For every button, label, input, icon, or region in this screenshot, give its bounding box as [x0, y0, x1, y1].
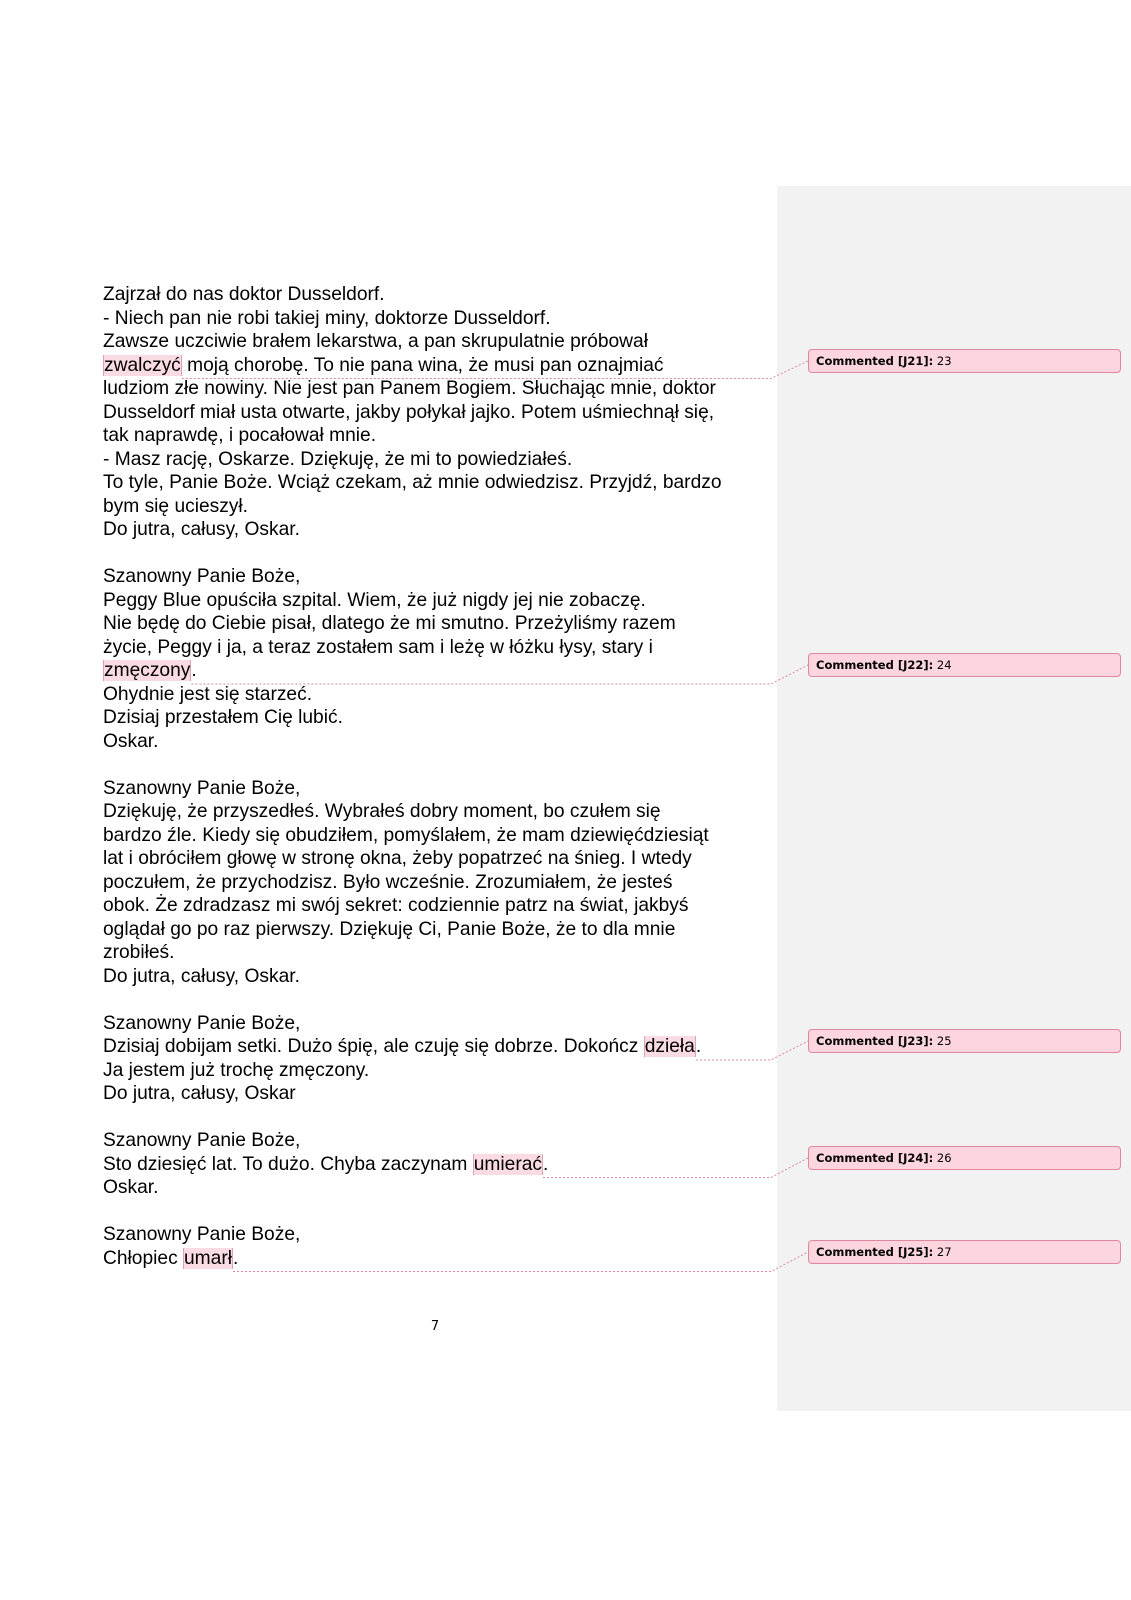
comment-bubble[interactable]	[808, 1146, 1121, 1170]
text-line	[103, 612, 676, 636]
text-segment: zrobiłeś.	[103, 942, 175, 963]
comment-text: 23	[933, 354, 952, 368]
text-line	[103, 965, 300, 989]
text-segment: poczułem, że przychodzisz. Było wcześnie. Zrozumiałem, że jesteś	[103, 871, 673, 893]
text-segment: Dziękuję, że przyszedłeś. Wybrałeś dobry moment, bo czułem się	[103, 801, 661, 822]
comment-bubble[interactable]	[808, 349, 1121, 373]
text-segment: Szanowny Panie Boże,	[103, 1224, 301, 1245]
text-line	[103, 283, 385, 307]
text-line	[103, 424, 376, 448]
commented-text: zwalczyć	[104, 354, 181, 376]
text-line	[103, 518, 300, 542]
text-line	[103, 1153, 548, 1177]
page-number: 7	[430, 1319, 440, 1334]
text-segment: Do jutra, całusy, Oskar.	[103, 965, 300, 987]
text-line	[103, 448, 572, 472]
text-line	[103, 1012, 300, 1036]
text-segment: Sto dziesięć lat. To dużo. Chyba zaczynam	[103, 1153, 473, 1175]
comment-connector	[191, 665, 808, 684]
text-line	[103, 636, 653, 660]
text-line	[103, 1059, 369, 1083]
text-segment: Szanowny Panie Boże,	[103, 1012, 301, 1034]
text-line	[103, 565, 300, 589]
comment-text: 25	[933, 1034, 952, 1048]
text-line	[103, 401, 714, 425]
text-segment: Ja jestem już trochę zmęczony.	[103, 1059, 370, 1081]
text-segment: .	[542, 1153, 549, 1175]
comment-connector	[233, 1252, 808, 1272]
text-line	[103, 824, 709, 848]
comment-text: 24	[933, 658, 952, 672]
text-line	[103, 941, 174, 965]
text-segment: .	[232, 1247, 239, 1269]
text-segment: Dusseldorf miał usta otwarte, jakby połykał jajko. Potem uśmiechnął się,	[103, 401, 715, 423]
text-segment: Do jutra, całusy, Oskar.	[103, 519, 300, 540]
text-line	[103, 354, 664, 378]
text-line	[103, 1129, 300, 1153]
text-segment: Dzisiaj przestałem Cię lubić.	[103, 707, 343, 728]
text-segment: lat i obróciłem głowę w stronę okna, żeby popatrzeć na śnieg. I wtedy	[103, 848, 692, 869]
text-line	[103, 1223, 300, 1247]
text-segment: Ohydnie jest się starzeć.	[103, 683, 313, 705]
text-segment: Chłopiec	[103, 1247, 183, 1269]
text-segment: Do jutra, całusy, Oskar	[103, 1083, 296, 1104]
text-line	[103, 1176, 158, 1200]
commented-text: umarł	[184, 1247, 232, 1269]
text-segment: tak naprawdę, i pocałował mnie.	[103, 425, 377, 446]
text-segment: .	[191, 660, 197, 681]
text-line	[103, 659, 197, 683]
comment-text: 27	[933, 1245, 952, 1259]
commented-text: umierać	[473, 1153, 542, 1175]
commented-text: zmęczony	[104, 660, 191, 681]
text-line	[103, 307, 551, 331]
text-segment: Nie będę do Ciebie pisał, dlatego że mi smutno. Przeżyliśmy razem	[103, 613, 676, 634]
text-line	[103, 847, 692, 871]
text-line	[103, 471, 722, 495]
comment-connector	[543, 1158, 808, 1178]
text-segment: obok. Że zdradzasz mi swój sekret: codziennie patrz na świat, jakbyś	[103, 895, 689, 916]
text-segment: - Masz rację, Oskarze. Dziękuję, że mi to powiedziałeś.	[103, 448, 573, 470]
comment-text: 26	[933, 1151, 952, 1165]
comment-label: Commented [J24]:	[816, 1151, 934, 1165]
text-line	[103, 1035, 701, 1059]
text-line	[103, 871, 672, 895]
text-line	[103, 777, 300, 801]
text-segment: Zawsze uczciwie brałem lekarstwa, a pan skrupulatnie próbował	[103, 331, 648, 352]
text-line	[103, 589, 646, 613]
text-line	[103, 377, 716, 401]
text-segment: Oskar.	[103, 730, 159, 752]
comment-label: Commented [J23]:	[816, 1034, 934, 1048]
text-line	[103, 894, 688, 918]
text-line	[103, 730, 158, 754]
text-segment: życie, Peggy i ja, a teraz zostałem sam i leżę w łóżku łysy, stary i	[103, 636, 653, 658]
text-line	[103, 1247, 238, 1271]
text-segment: ludziom złe nowiny. Nie jest pan Panem Bogiem. Słuchając mnie, doktor	[103, 378, 716, 399]
text-line	[103, 800, 661, 824]
text-line	[103, 330, 648, 354]
text-line	[103, 683, 312, 707]
text-segment: Oskar.	[103, 1177, 159, 1198]
text-segment: Peggy Blue opuściła szpital. Wiem, że już nigdy jej nie zobaczę.	[103, 589, 646, 611]
text-segment: Zajrzał do nas doktor Dusseldorf.	[103, 284, 385, 305]
text-line	[103, 706, 343, 730]
text-segment: Szanowny Panie Boże,	[103, 1130, 301, 1151]
text-line	[103, 1082, 296, 1106]
comment-bubble[interactable]	[808, 1240, 1121, 1264]
text-segment: .	[695, 1036, 702, 1057]
comment-label: Commented [J25]:	[816, 1245, 934, 1259]
text-segment: Szanowny Panie Boże,	[103, 777, 301, 799]
text-segment: Szanowny Panie Boże,	[103, 566, 301, 587]
comment-bubble[interactable]	[808, 1029, 1121, 1053]
text-segment: bym się ucieszył.	[103, 495, 249, 517]
text-segment: bardzo źle. Kiedy się obudziłem, pomyślałem, że mam dziewięćdziesiąt	[103, 824, 709, 846]
text-segment: oglądał go po raz pierwszy. Dziękuję Ci, Panie Boże, że to dla mnie	[103, 918, 676, 940]
text-segment: To tyle, Panie Boże. Wciąż czekam, aż mnie odwiedzisz. Przyjdź, bardzo	[103, 472, 722, 493]
comment-bubble[interactable]	[808, 653, 1121, 677]
text-line	[103, 918, 675, 942]
commented-text: dzieła	[644, 1036, 695, 1057]
text-segment: - Niech pan nie robi takiej miny, doktorze Dusseldorf.	[103, 307, 551, 329]
text-segment: Dzisiaj dobijam setki. Dużo śpię, ale czuję się dobrze. Dokończ	[103, 1036, 644, 1057]
text-segment: moją chorobę. To nie pana wina, że musi pan oznajmiać	[181, 354, 664, 376]
comment-label: Commented [J22]:	[816, 658, 934, 672]
comment-label: Commented [J21]:	[816, 354, 934, 368]
text-line	[103, 495, 248, 519]
